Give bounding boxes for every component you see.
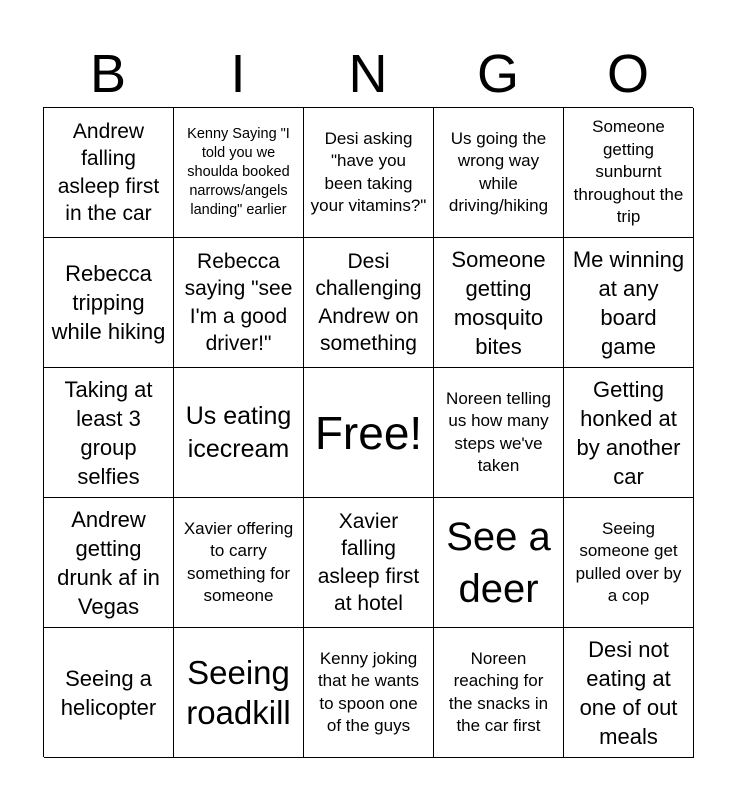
bingo-cell[interactable]	[434, 108, 564, 238]
cell-text: Desi not eating at one of out meals	[579, 636, 678, 749]
cell-text: Us eating icecream	[185, 401, 292, 463]
bingo-cell[interactable]	[304, 628, 434, 758]
bingo-grid	[43, 107, 693, 757]
cell-text: Someone getting mosquito bites	[451, 246, 546, 359]
cell-text: Free!	[314, 406, 423, 459]
bingo-cell[interactable]	[174, 628, 304, 758]
cell-text: Noreen telling us how many steps we've taken	[446, 388, 551, 475]
bingo-cell[interactable]	[174, 498, 304, 628]
bingo-cell[interactable]	[564, 628, 694, 758]
bingo-cell[interactable]	[174, 108, 304, 238]
cell-text: Taking at least 3 group selfies	[64, 376, 153, 489]
cell-text: Xavier offering to carry something for someone	[183, 518, 294, 605]
header-letter-i: I	[230, 44, 246, 104]
free-cell[interactable]	[304, 368, 434, 498]
bingo-cell[interactable]	[304, 498, 434, 628]
bingo-cell[interactable]	[564, 238, 694, 368]
cell-text: Rebecca tripping while hiking	[51, 261, 166, 344]
cell-text: See a deer	[446, 514, 551, 611]
header-letter-b: B	[89, 44, 127, 104]
bingo-cell[interactable]	[434, 368, 564, 498]
bingo-cell[interactable]	[434, 238, 564, 368]
bingo-cell[interactable]	[564, 108, 694, 238]
bingo-header	[43, 44, 693, 104]
bingo-cell[interactable]	[564, 368, 694, 498]
bingo-cell[interactable]	[44, 628, 174, 758]
cell-text: Us going the wrong way while driving/hiking	[448, 128, 549, 215]
header-letter-g: G	[476, 44, 519, 104]
cell-text: Desi asking "have you been taking your vitamins?"	[310, 128, 427, 215]
bingo-cell[interactable]	[174, 238, 304, 368]
bingo-cell[interactable]	[44, 108, 174, 238]
cell-text: Xavier falling asleep first at hotel	[317, 509, 420, 615]
cell-text: Noreen reaching for the snacks in the car first	[448, 648, 549, 735]
bingo-cell[interactable]	[44, 238, 174, 368]
header-letter-o: O	[606, 44, 649, 104]
cell-text: Seeing roadkill	[186, 653, 291, 731]
cell-text: Andrew falling asleep first in the car	[57, 119, 160, 225]
bingo-cell[interactable]	[44, 368, 174, 498]
cell-text: Getting honked at by another car	[576, 376, 681, 489]
bingo-cell[interactable]	[44, 498, 174, 628]
cell-text: Kenny Saying "I told you we shoulda booked narrows/angels landing" earlier	[187, 126, 290, 218]
header-letter-n: N	[348, 44, 388, 104]
bingo-cell[interactable]	[434, 498, 564, 628]
bingo-cell[interactable]	[434, 628, 564, 758]
cell-text: Seeing a helicopter	[60, 665, 157, 720]
cell-text: Seeing someone get pulled over by a cop	[575, 518, 682, 605]
cell-text: Someone getting sunburnt throughout the trip	[573, 117, 684, 227]
bingo-cell[interactable]	[564, 498, 694, 628]
cell-text: Desi challenging Andrew on something	[315, 249, 422, 355]
bingo-cell[interactable]	[304, 108, 434, 238]
cell-text: Rebecca saying "see I'm a good driver!"	[184, 249, 293, 355]
bingo-cell[interactable]	[174, 368, 304, 498]
cell-text: Andrew getting drunk af in Vegas	[57, 506, 160, 619]
cell-text: Me winning at any board game	[572, 246, 685, 359]
cell-text: Kenny joking that he wants to spoon one of the guys	[317, 648, 420, 735]
bingo-cell[interactable]	[304, 238, 434, 368]
